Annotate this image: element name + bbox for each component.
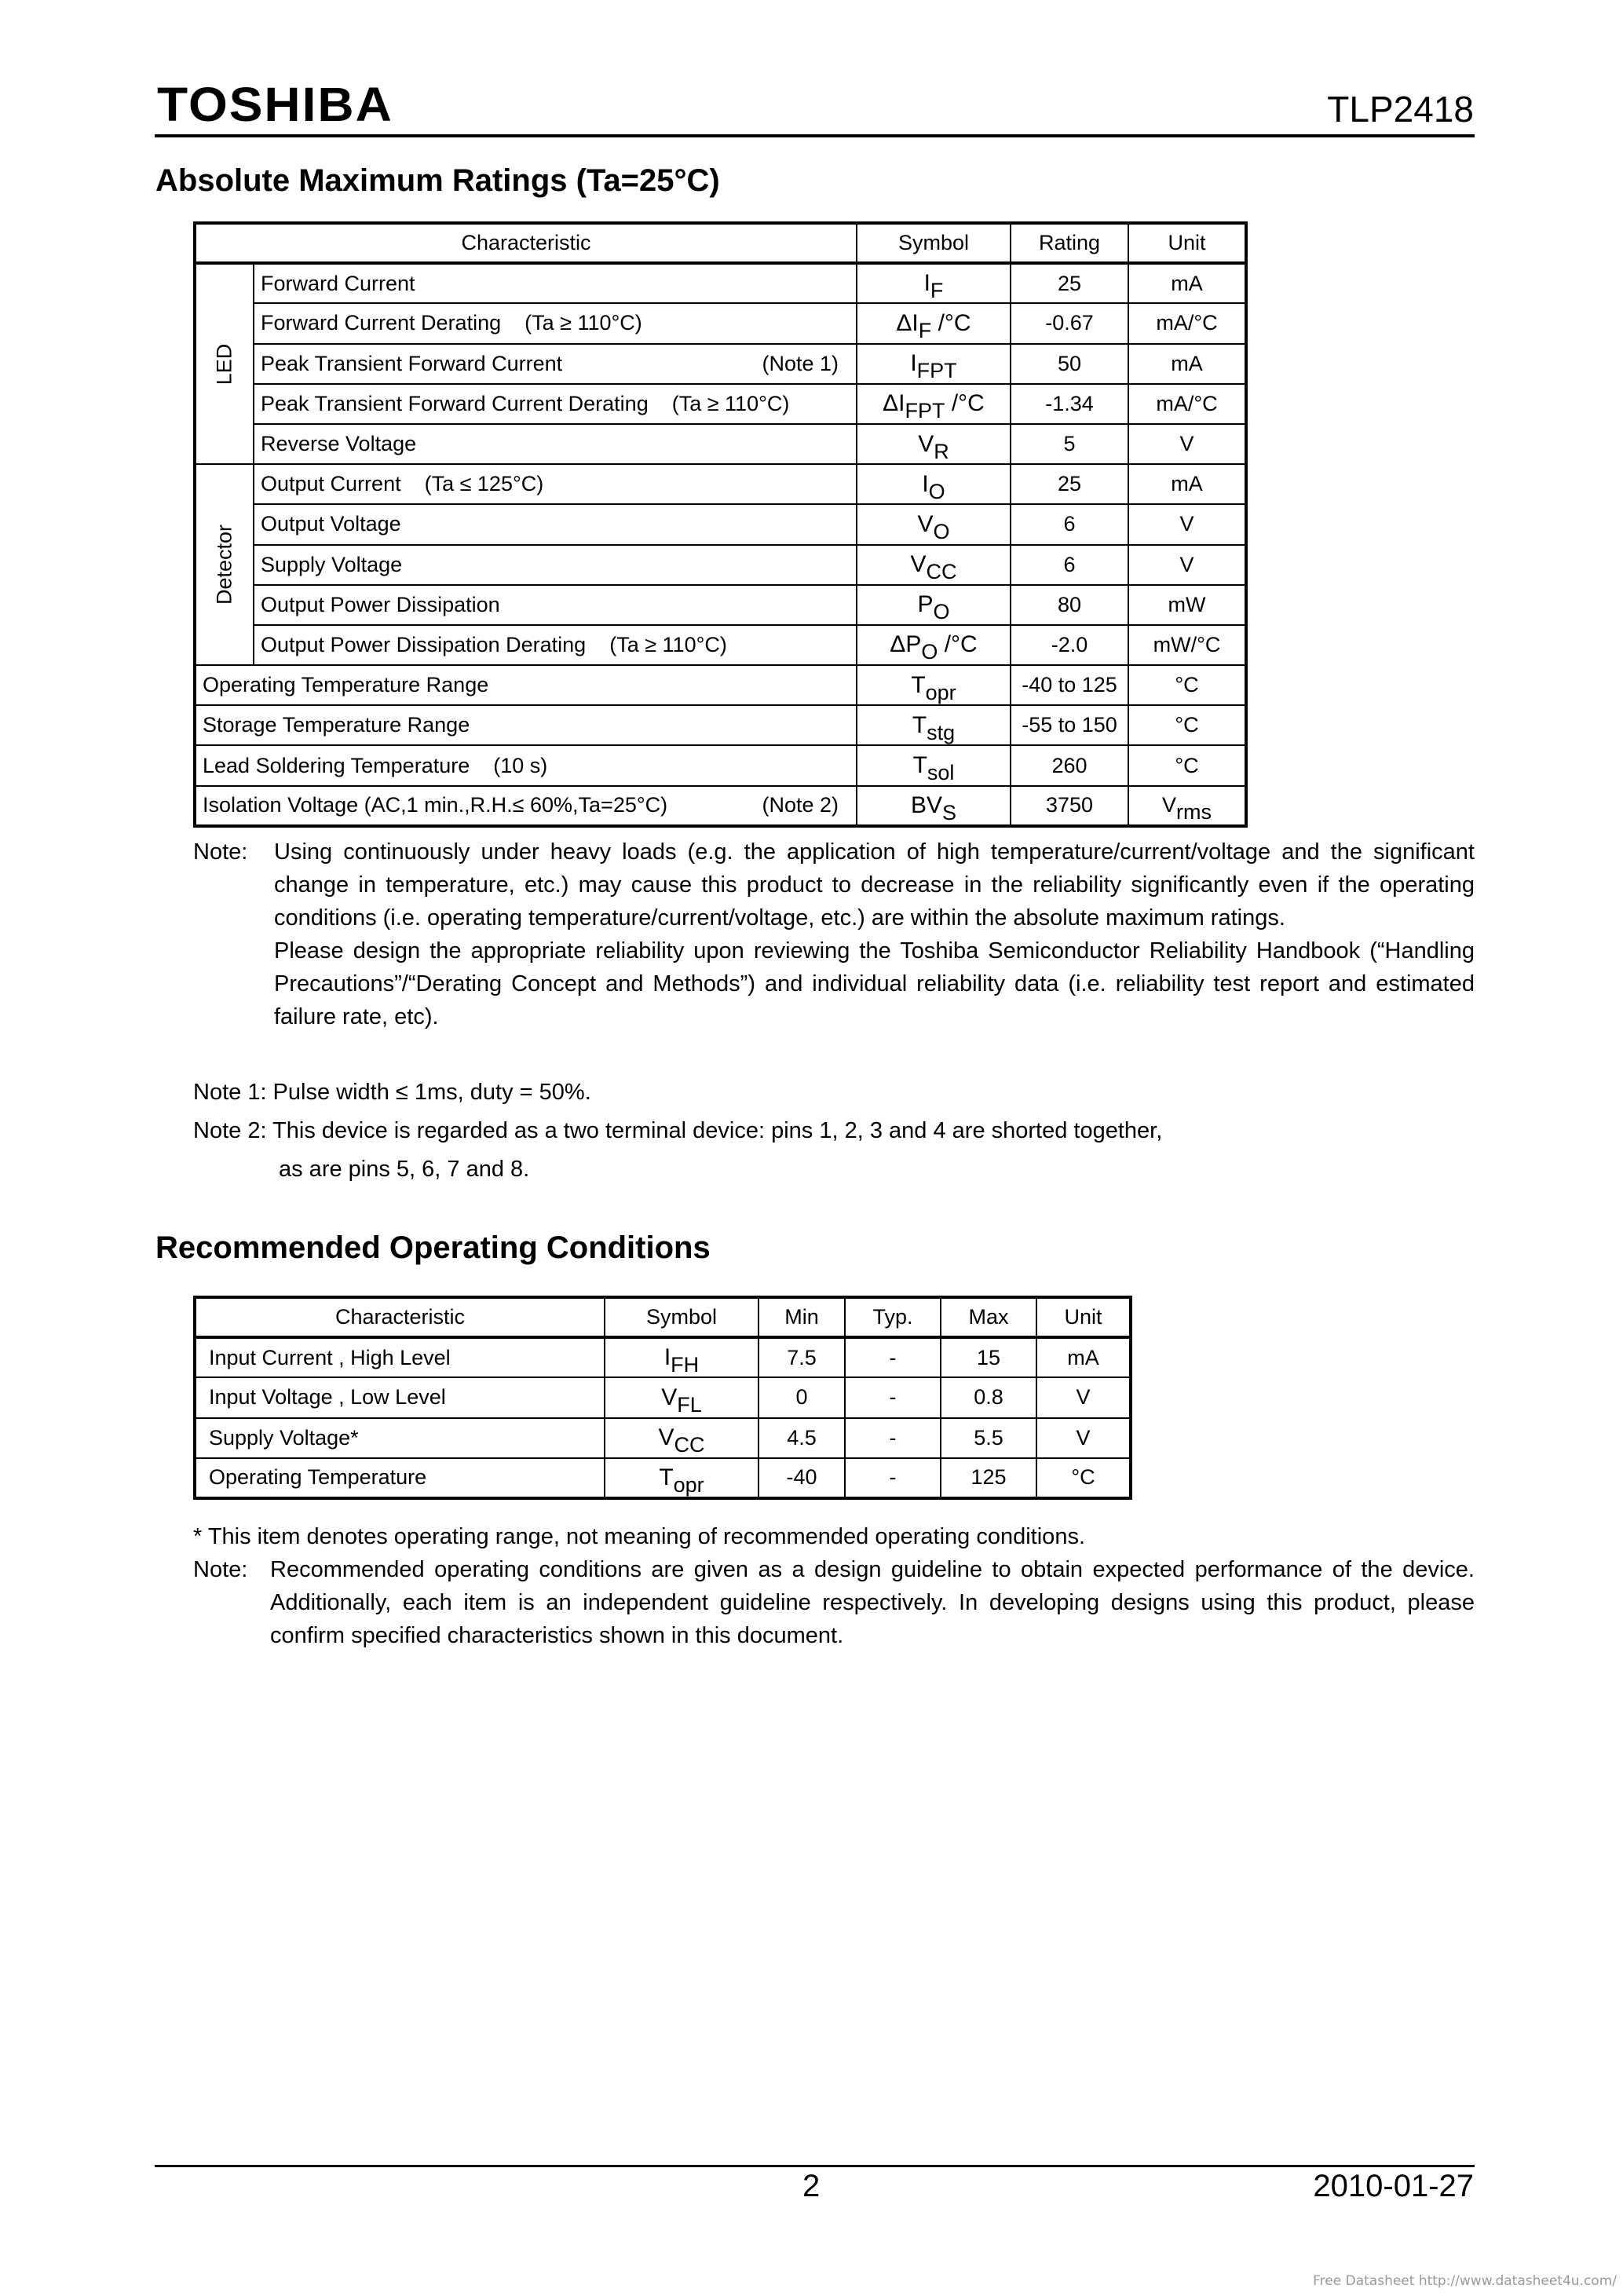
symbol-base: I [910, 350, 917, 377]
symbol-base: V [658, 1424, 674, 1451]
unit-cell [1128, 464, 1246, 504]
roc-footnote: * This item denotes operating range, not meaning of recommended operating conditions. [193, 1524, 1085, 1549]
symbol-cell [857, 303, 1011, 343]
roc-note [193, 1553, 1475, 1652]
characteristic-cell [254, 625, 857, 665]
col-symbol: Symbol [857, 223, 1011, 263]
symbol-subscript: F [930, 279, 944, 303]
group-led [195, 263, 254, 464]
characteristic-cell: Operating Temperature [195, 1458, 605, 1498]
header-divider [155, 134, 1475, 137]
symbol-base: P [917, 591, 934, 618]
max-cell: 5.5 [941, 1418, 1036, 1458]
table-header-row [195, 223, 1246, 263]
rating-cell: -40 to 125 [1011, 665, 1128, 705]
characteristic-text: Output Power Dissipation Derating (Ta ≥ 110°C) [261, 632, 727, 656]
characteristic-cell [254, 464, 857, 504]
symbol-base: T [911, 671, 926, 698]
unit-cell: mA [1036, 1337, 1131, 1377]
max-cell: 0.8 [941, 1377, 1036, 1417]
roc-title: Recommended Operating Conditions [155, 1230, 711, 1265]
symbol-subscript: O [921, 640, 938, 664]
symbol-cell [857, 464, 1011, 504]
characteristic-cell [195, 705, 857, 745]
roc-body [195, 1337, 1131, 1498]
characteristic-text: Forward Current Derating (Ta ≥ 110°C) [261, 311, 642, 335]
symbol-cell [857, 263, 1011, 303]
rating-cell: 6 [1011, 504, 1128, 544]
typ-cell: - [845, 1418, 941, 1458]
unit-cell [1128, 705, 1246, 745]
characteristic-cell [254, 384, 857, 424]
amr-body [195, 263, 1246, 826]
col-max: Max [941, 1297, 1036, 1337]
characteristic-text: Lead Soldering Temperature (10 s) [203, 753, 548, 777]
typ-cell: - [845, 1458, 941, 1498]
symbol-base: ΔI [883, 390, 905, 417]
symbol-cell [857, 745, 1011, 785]
symbol-base: BV [910, 792, 942, 818]
typ-cell: - [845, 1377, 941, 1417]
note-text-2: Please design the appropriate reliability upon reviewing the Toshiba Semiconductor Reliability Handbook (“Handling Precautions”/“Derating Concept and Methods”) and individual reliability data (i.e. reliability test report and estimated failure rate, etc). [274, 938, 1475, 1029]
symbol-cell [857, 786, 1011, 826]
symbol-base: ΔP [890, 631, 922, 658]
unit-text: V [1162, 793, 1177, 817]
characteristic-text: Output Voltage [261, 512, 401, 536]
amr-note-p1 [193, 835, 1475, 1033]
symbol-cell [605, 1337, 758, 1377]
table-row [195, 705, 1246, 745]
unit-text: °C [1175, 713, 1199, 737]
unit-cell [1128, 424, 1246, 464]
rating-cell: -1.34 [1011, 384, 1128, 424]
symbol-subscript: opr [925, 680, 956, 704]
symbol-cell [857, 665, 1011, 705]
amr-title: Absolute Maximum Ratings (Ta=25°C) [155, 163, 720, 198]
rating-cell: 6 [1011, 545, 1128, 585]
roc-table [193, 1296, 1132, 1500]
symbol-cell [605, 1377, 758, 1417]
rating-cell: 3750 [1011, 786, 1128, 826]
note-ref: (Note 1) [762, 351, 839, 375]
unit-cell: V [1036, 1418, 1131, 1458]
table-row [195, 263, 1246, 303]
symbol-cell [857, 384, 1011, 424]
symbol-cell [857, 545, 1011, 585]
group-detector [195, 464, 254, 665]
characteristic-text: Peak Transient Forward Current [261, 351, 563, 375]
symbol-subscript: O [933, 519, 950, 543]
unit-text: mW/°C [1153, 632, 1221, 656]
unit-cell: °C [1036, 1458, 1131, 1498]
table-row [195, 1377, 1131, 1417]
unit-cell [1128, 545, 1246, 585]
characteristic-text: Output Power Dissipation [261, 592, 500, 616]
unit-cell [1128, 585, 1246, 625]
characteristic-text: Reverse Voltage [261, 432, 417, 456]
characteristic-text: Storage Temperature Range [203, 713, 470, 737]
group-label: Detector [212, 525, 236, 605]
symbol-cell [857, 625, 1011, 665]
symbol-subscript: opr [673, 1472, 704, 1497]
characteristic-cell: Input Voltage , Low Level [195, 1377, 605, 1417]
unit-text: V [1179, 552, 1194, 576]
table-row [195, 1418, 1131, 1458]
note-label: Note: [193, 839, 248, 865]
unit-cell [1128, 745, 1246, 785]
symbol-cell [857, 344, 1011, 384]
unit-cell [1128, 786, 1246, 826]
symbol-cell [857, 585, 1011, 625]
unit-text: mA [1171, 271, 1203, 295]
symbol-subscript: O [928, 479, 945, 503]
symbol-cell [605, 1458, 758, 1498]
table-row [195, 1458, 1131, 1498]
amr-table [193, 221, 1248, 828]
table-row [195, 424, 1246, 464]
table-row [195, 786, 1246, 826]
col-characteristic: Characteristic [195, 1297, 605, 1337]
col-characteristic: Characteristic [195, 223, 857, 263]
part-number: TLP2418 [1327, 89, 1474, 130]
typ-cell: - [845, 1337, 941, 1377]
characteristic-text: Supply Voltage [261, 552, 403, 576]
note-2-line1: Note 2: This device is regarded as a two terminal device: pins 1, 2, 3 and 4 are shorted together, [193, 1118, 1163, 1143]
characteristic-text: Output Current (Ta ≤ 125°C) [261, 472, 544, 496]
note-text-1: Using continuously under heavy loads (e.g. the application of high temperature/current/voltage and the significant change in temperature, etc.) may cause this product to decrease in the reliability significantly even if the operating conditions (i.e. operating temperature/current/voltage, etc.) are within the absolute maximum ratings. [274, 839, 1475, 930]
table-row [195, 504, 1246, 544]
min-cell: 4.5 [758, 1418, 845, 1458]
table-row [195, 665, 1246, 705]
rating-cell: 80 [1011, 585, 1128, 625]
symbol-base: T [659, 1464, 674, 1490]
symbol-subscript: FH [671, 1353, 700, 1377]
symbol-base: ΔI [896, 309, 919, 336]
min-cell: -40 [758, 1458, 845, 1498]
note-label: Note: [193, 1557, 248, 1582]
unit-cell [1128, 504, 1246, 544]
min-cell: 7.5 [758, 1337, 845, 1377]
rating-cell: -0.67 [1011, 303, 1128, 343]
max-cell: 125 [941, 1458, 1036, 1498]
min-cell: 0 [758, 1377, 845, 1417]
symbol-base: V [917, 510, 934, 537]
table-row [195, 344, 1246, 384]
unit-text: °C [1175, 753, 1199, 777]
unit-cell: V [1036, 1377, 1131, 1417]
rating-cell: 5 [1011, 424, 1128, 464]
col-symbol: Symbol [605, 1297, 758, 1337]
characteristic-cell [254, 303, 857, 343]
characteristic-cell [254, 585, 857, 625]
symbol-base: T [912, 711, 927, 738]
characteristic-cell [195, 665, 857, 705]
symbol-cell [857, 504, 1011, 544]
table-row [195, 745, 1246, 785]
symbol-subscript: S [942, 800, 957, 824]
unit-cell [1128, 384, 1246, 424]
symbol-base: I [663, 1344, 671, 1371]
unit-text: mA/°C [1156, 391, 1218, 415]
characteristic-cell [254, 545, 857, 585]
unit-cell [1128, 263, 1246, 303]
characteristic-cell [254, 504, 857, 544]
rating-cell: -55 to 150 [1011, 705, 1128, 745]
symbol-subscript: CC [926, 560, 957, 584]
symbol-cell [857, 705, 1011, 745]
revision-date: 2010-01-27 [1313, 2169, 1474, 2203]
characteristic-text: Forward Current [261, 271, 415, 295]
unit-text: mW [1168, 592, 1206, 616]
unit-cell [1128, 625, 1246, 665]
symbol-subscript: F [918, 318, 932, 342]
table-row [195, 585, 1246, 625]
unit-text: mA [1171, 472, 1203, 496]
symbol-subscript: FL [677, 1392, 702, 1417]
symbol-base: V [918, 430, 934, 457]
note-1: Note 1: Pulse width ≤ 1ms, duty = 50%. [193, 1080, 591, 1105]
page-number: 2 [802, 2169, 821, 2203]
table-row [195, 464, 1246, 504]
symbol-cell [605, 1418, 758, 1458]
symbol-base: V [910, 551, 927, 578]
watermark: Free Datasheet http://www.datasheet4u.com/ [1313, 2273, 1617, 2289]
symbol-subscript: FPT [916, 359, 957, 383]
rating-cell: 25 [1011, 263, 1128, 303]
rating-cell: 260 [1011, 745, 1128, 785]
unit-cell [1128, 303, 1246, 343]
rating-cell: 25 [1011, 464, 1128, 504]
characteristic-cell [195, 745, 857, 785]
characteristic-cell: Supply Voltage* [195, 1418, 605, 1458]
characteristic-cell [254, 263, 857, 303]
symbol-subscript: O [933, 600, 950, 624]
unit-text: mA [1171, 351, 1203, 375]
col-min: Min [758, 1297, 845, 1337]
table-row [195, 625, 1246, 665]
symbol-base: V [661, 1384, 678, 1410]
group-label: LED [212, 343, 236, 385]
symbol-base: T [912, 752, 927, 779]
symbol-suffix: /°C [938, 631, 978, 658]
table-row [195, 1337, 1131, 1377]
symbol-subscript: FPT [905, 399, 945, 423]
note-2-line2: as are pins 5, 6, 7 and 8. [279, 1157, 530, 1182]
symbol-subscript: stg [927, 720, 956, 744]
rating-cell: -2.0 [1011, 625, 1128, 665]
unit-subscript: rms [1176, 800, 1212, 824]
symbol-base: I [922, 470, 929, 497]
unit-text: mA/°C [1156, 311, 1218, 335]
symbol-subscript: CC [674, 1433, 705, 1457]
table-header-row [195, 1297, 1131, 1337]
characteristic-text: Peak Transient Forward Current Derating (Ta ≥ 110°C) [261, 391, 790, 415]
unit-cell [1128, 344, 1246, 384]
max-cell: 15 [941, 1337, 1036, 1377]
table-row [195, 384, 1246, 424]
characteristic-text: Isolation Voltage (AC,1 min.,R.H.≤ 60%,Ta=25°C) [203, 793, 668, 817]
unit-text: °C [1175, 673, 1199, 697]
col-rating: Rating [1011, 223, 1128, 263]
table-row [195, 303, 1246, 343]
roc-note-text: Recommended operating conditions are given as a design guideline to obtain expected performance of the device. Additionally, each item is an independent guideline respectively. In developing designs using this product, please confirm specified characteristics shown in this document. [270, 1557, 1475, 1648]
table-row [195, 545, 1246, 585]
note-ref: (Note 2) [762, 793, 839, 817]
symbol-suffix: /°C [931, 309, 971, 336]
symbol-cell [857, 424, 1011, 464]
characteristic-cell [254, 424, 857, 464]
symbol-subscript: R [934, 439, 949, 463]
characteristic-cell [254, 344, 857, 384]
unit-text: V [1179, 432, 1194, 456]
characteristic-cell [195, 786, 857, 826]
unit-cell [1128, 665, 1246, 705]
rating-cell: 50 [1011, 344, 1128, 384]
characteristic-text: Operating Temperature Range [203, 673, 489, 697]
col-unit: Unit [1036, 1297, 1131, 1337]
symbol-subscript: sol [927, 761, 955, 785]
characteristic-cell: Input Current , High Level [195, 1337, 605, 1377]
brand-logo: TOSHIBA [157, 77, 393, 132]
footer-divider [155, 2165, 1475, 2167]
symbol-base: I [923, 270, 930, 297]
unit-text: V [1179, 512, 1194, 536]
symbol-suffix: /°C [945, 390, 985, 417]
col-typ: Typ. [845, 1297, 941, 1337]
col-unit: Unit [1128, 223, 1246, 263]
